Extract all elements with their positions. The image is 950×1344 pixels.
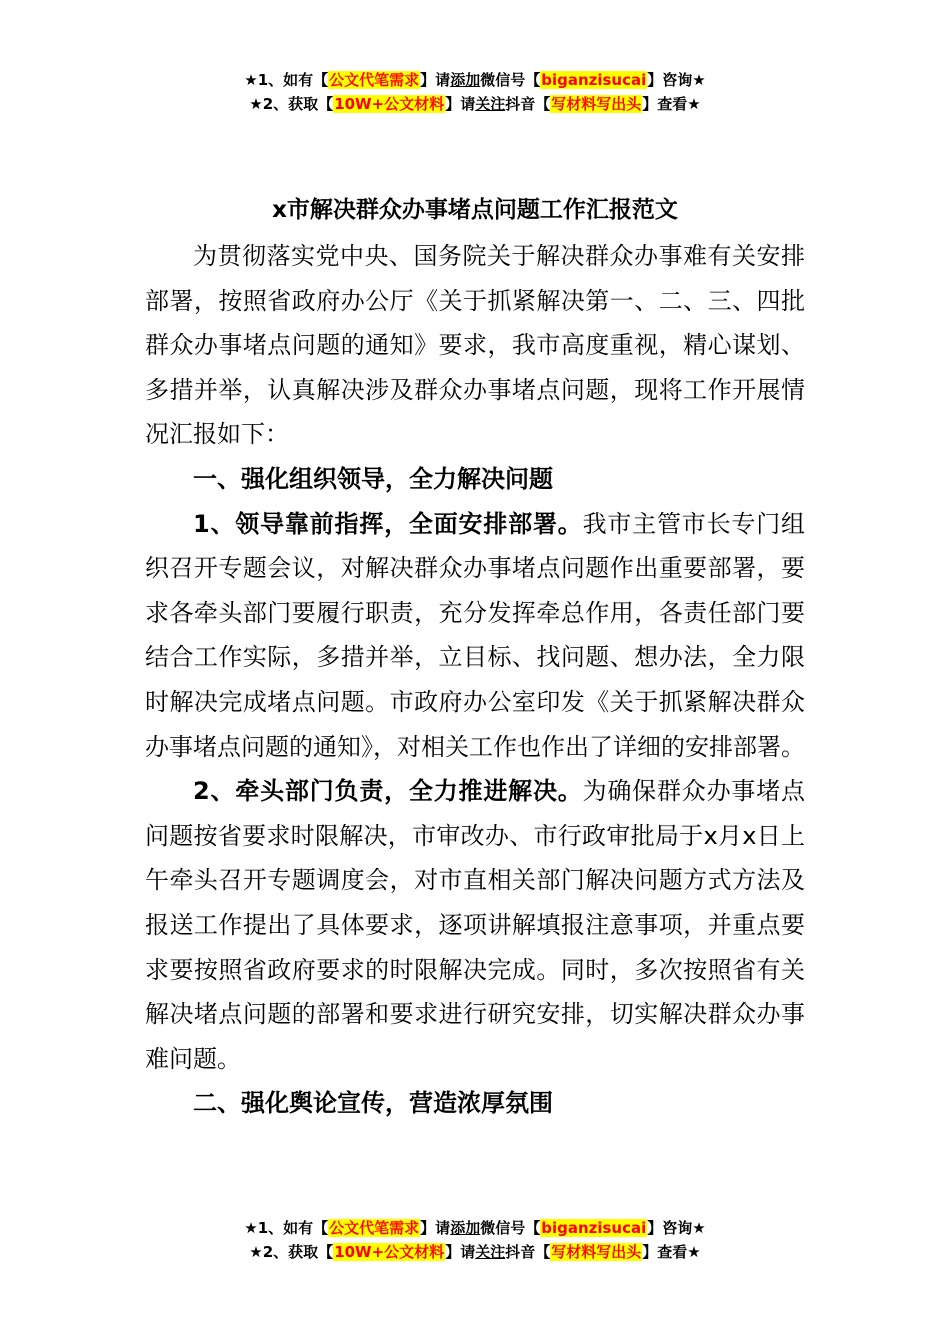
item-1-body: 我市主管市长专门组织召开专题会议，对解决群众办事堵点问题作出重要部署，要求各牵头部门要履行职责，充分发挥牵总作用，各责任部门要结合工作实际，多措并举，立目标、找问题、想办法，全力限时解决完成堵点问题。市政府办公室印发《关于抓紧解决群众办事堵点问题的通知》，对相关工作也作出了详细的安排部署。 — [145, 509, 806, 761]
banner-text: 】查看★ — [642, 95, 701, 113]
highlight-service: 公文代笔需求 — [329, 71, 420, 89]
highlight-wechat-id: biganzisucai — [541, 71, 647, 89]
item-2-lead: 2、牵头部门负责，全力推进解决。 — [193, 777, 583, 806]
banner-text: 】请 — [420, 1219, 451, 1237]
banner-text: 抖音【 — [505, 95, 551, 113]
banner-text: 微信号【 — [480, 1219, 541, 1237]
banner-line-1 — [0, 68, 950, 92]
banner-text: 微信号【 — [480, 71, 541, 89]
banner-text: ★1、如有【 — [244, 1219, 329, 1237]
item-1-lead: 1、领导靠前指挥，全面安排部署。 — [193, 509, 583, 538]
highlight-wechat-id: biganzisucai — [541, 1219, 647, 1237]
item-2-body: 为确保群众办事堵点问题按省要求时限解决，市审改办、市行政审批局于x月x日上午牵头召开专题调度会，对市直相关部门解决问题方式方法及报送工作提出了具体要求，逐项讲解填报注意事项，并重点要求要按照省政府要求的时限解决完成。同时，多次按照省有关解决堵点问题的部署和要求进行研究安排，切实解决群众办事难问题。 — [145, 777, 806, 1073]
banner-text: 】请 — [420, 71, 451, 89]
item-1-paragraph — [145, 502, 805, 770]
bottom-banner — [0, 1216, 950, 1264]
banner-text: 抖音【 — [505, 1243, 551, 1261]
banner-text: ★2、获取【 — [249, 95, 334, 113]
highlight-douyin-account: 写材料写出头 — [551, 1243, 642, 1261]
document-title: x市解决群众办事堵点问题工作汇报范文 — [272, 197, 678, 223]
banner-text: 】请 — [445, 1243, 476, 1261]
section-1-heading: 一、强化组织领导，全力解决问题 — [193, 464, 553, 493]
banner-underlined-text: 关注 — [475, 1243, 506, 1261]
banner-underlined-text: 添加 — [450, 71, 481, 89]
banner-text: ★1、如有【 — [244, 71, 329, 89]
banner-text: 】咨询★ — [647, 71, 706, 89]
banner-underlined-text: 添加 — [450, 1219, 481, 1237]
intro-paragraph: 为贯彻落实党中央、国务院关于解决群众办事难有关安排部署，按照省政府办公厅《关于抓紧解决第一、二、三、四批群众办事堵点问题的通知》要求，我市高度重视，精心谋划、多措并举，认真解决涉及群众办事堵点问题，现将工作开展情况汇报如下： — [145, 242, 805, 449]
banner-line-1 — [0, 1216, 950, 1240]
highlight-materials: 10W+公文材料 — [334, 95, 445, 113]
highlight-materials: 10W+公文材料 — [334, 1243, 445, 1261]
banner-text: 】查看★ — [642, 1243, 701, 1261]
banner-line-2 — [0, 92, 950, 116]
section-2-heading: 二、强化舆论宣传，营造浓厚氛围 — [193, 1089, 553, 1118]
banner-line-2 — [0, 1240, 950, 1264]
banner-text: 】咨询★ — [647, 1219, 706, 1237]
item-2-paragraph — [145, 769, 805, 1081]
banner-text: 】请 — [445, 95, 476, 113]
top-banner — [0, 68, 950, 116]
highlight-douyin-account: 写材料写出头 — [551, 95, 642, 113]
banner-underlined-text: 关注 — [475, 95, 506, 113]
banner-text: ★2、获取【 — [249, 1243, 334, 1261]
document-body — [145, 192, 805, 1126]
highlight-service: 公文代笔需求 — [329, 1219, 420, 1237]
